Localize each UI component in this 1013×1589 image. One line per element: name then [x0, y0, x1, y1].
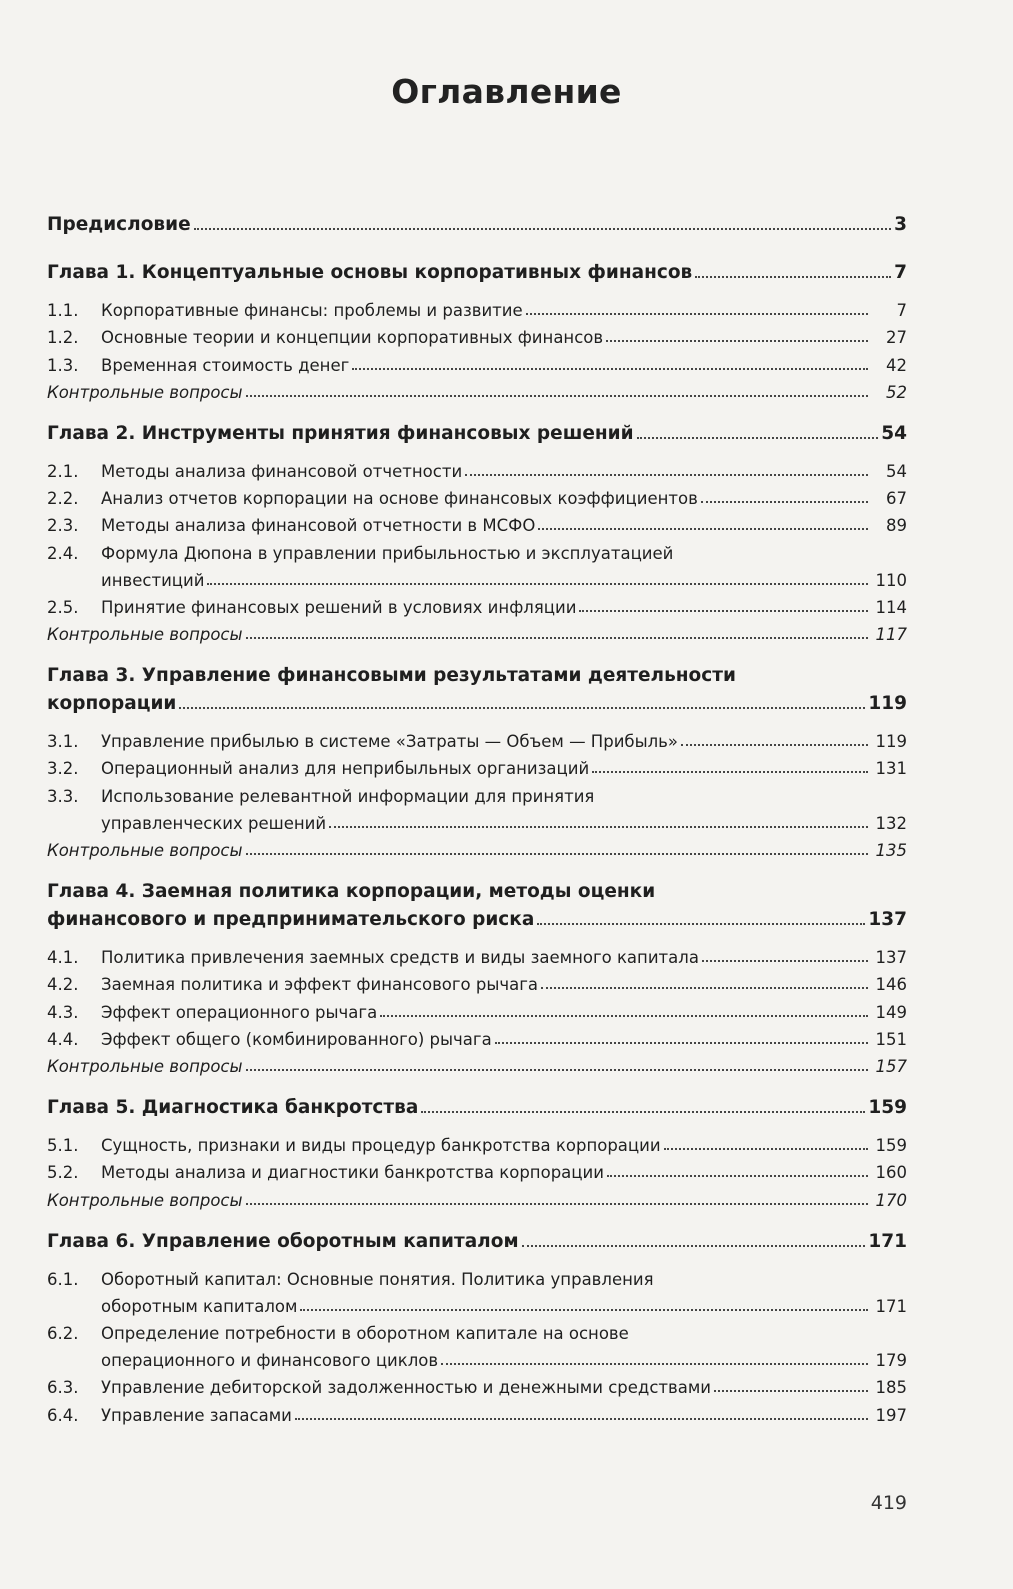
dot-leader — [522, 1245, 866, 1247]
section-line — [47, 347, 907, 374]
dot-leader — [194, 228, 892, 230]
chapter-title: корпорации — [47, 693, 177, 715]
section-entry[interactable] — [47, 778, 907, 832]
chapter-entry[interactable] — [47, 874, 907, 930]
section-entry[interactable] — [47, 1262, 907, 1316]
section-title: Формула Дюпона в управлении прибыльностью и эксплуатацией — [101, 543, 674, 563]
section-page: 7 — [896, 301, 907, 321]
section-title: Использование релевантной информации для принятия — [101, 786, 595, 806]
section-page: 119 — [875, 732, 907, 752]
section-page: 197 — [875, 1405, 907, 1425]
dot-leader — [526, 313, 868, 315]
review-questions-label: Контрольные вопросы — [47, 1056, 243, 1076]
section-title: Сущность, признаки и виды процедур банкротства корпорации — [101, 1136, 661, 1156]
review-questions-page: 52 — [886, 382, 907, 402]
review-questions-page: 170 — [875, 1190, 907, 1210]
section-title: Заемная политика и эффект финансового рычага — [101, 975, 539, 995]
section-entry[interactable] — [47, 590, 907, 617]
chapter-title: Глава 2. Инструменты принятия финансовых решений — [47, 422, 634, 444]
chapter-title-line — [47, 1090, 907, 1118]
chapter-title: финансового и предпринимательского риска — [47, 909, 535, 930]
section-number: 2.3. — [47, 516, 79, 536]
section-line — [47, 1128, 907, 1155]
section-list — [47, 1128, 907, 1210]
section-number: 5.2. — [47, 1163, 79, 1183]
section-line — [47, 481, 907, 508]
section-entry[interactable] — [47, 535, 907, 589]
dot-leader — [207, 583, 868, 585]
dot-leader — [541, 987, 868, 989]
section-title: Управление дебиторской задолженностью и денежными средствами — [101, 1378, 712, 1398]
section-title: Принятие финансовых решений в условиях инфляции — [101, 597, 577, 617]
dot-leader — [637, 437, 879, 439]
dot-leader — [701, 501, 868, 503]
section-line — [47, 724, 907, 751]
section-number: 6.3. — [47, 1378, 79, 1398]
toc-entry-preface[interactable] — [47, 205, 907, 235]
section-entry[interactable] — [47, 994, 907, 1021]
section-line — [47, 508, 907, 535]
section-number: 4.4. — [47, 1029, 79, 1049]
chapter-title: Глава 5. Диагностика банкротства — [47, 1096, 419, 1118]
section-title: управленческих решений — [101, 813, 327, 833]
chapter-title-line — [47, 686, 907, 714]
section-number: 2.5. — [47, 597, 79, 617]
dot-leader — [579, 610, 868, 612]
dot-leader — [702, 960, 868, 962]
section-list — [47, 454, 907, 644]
section-number: 5.1. — [47, 1136, 79, 1156]
review-questions-entry[interactable] — [47, 617, 907, 644]
section-line — [47, 967, 907, 994]
section-number: 3.2. — [47, 759, 79, 779]
section-line — [47, 590, 907, 617]
chapter-entry[interactable] — [47, 1224, 907, 1252]
section-title: Операционный анализ для неприбыльных организаций — [101, 759, 590, 779]
chapter-title: Глава 4. Заемная политика корпорации, методы оценки — [47, 881, 656, 902]
dot-leader — [495, 1042, 868, 1044]
review-questions-page: 117 — [875, 625, 907, 645]
chapter-title: Глава 6. Управление оборотным капиталом — [47, 1230, 519, 1252]
review-questions-label: Контрольные вопросы — [47, 1190, 243, 1210]
section-line — [47, 563, 907, 590]
section-entry[interactable] — [47, 293, 907, 320]
section-entry[interactable] — [47, 724, 907, 751]
section-title: Политика привлечения заемных средств и виды заемного капитала — [101, 948, 699, 968]
preface-page: 3 — [894, 214, 907, 235]
section-number: 4.3. — [47, 1002, 79, 1022]
section-page: 114 — [875, 597, 907, 617]
section-line — [47, 1343, 907, 1370]
dot-leader — [664, 1148, 868, 1150]
section-number: 3.1. — [47, 732, 79, 752]
section-page: 146 — [875, 975, 907, 995]
review-questions-entry[interactable] — [47, 1049, 907, 1076]
section-number: 6.1. — [47, 1269, 79, 1289]
dot-leader — [537, 923, 865, 925]
section-title: Управление запасами — [101, 1405, 292, 1425]
dot-leader — [714, 1390, 868, 1392]
section-entry[interactable] — [47, 454, 907, 481]
section-list — [47, 940, 907, 1076]
section-entry[interactable] — [47, 508, 907, 535]
review-questions-page: 157 — [875, 1056, 907, 1076]
chapter-title-line — [47, 255, 907, 283]
section-line — [47, 293, 907, 320]
dot-leader — [179, 707, 865, 709]
chapter-title-line — [47, 658, 907, 686]
section-title: Оборотный капитал: Основные понятия. Политика управления — [101, 1269, 654, 1289]
review-questions-entry[interactable] — [47, 833, 907, 860]
dot-leader — [352, 368, 868, 370]
section-title: Корпоративные финансы: проблемы и развитие — [101, 301, 523, 321]
section-line — [47, 751, 907, 778]
section-number: 3.3. — [47, 786, 79, 806]
dot-leader — [592, 771, 868, 773]
section-number: 2.2. — [47, 489, 79, 509]
section-line — [47, 1022, 907, 1049]
review-questions-label: Контрольные вопросы — [47, 841, 243, 860]
dot-leader — [441, 1363, 868, 1365]
section-title: Методы анализа финансовой отчетности — [101, 461, 463, 481]
section-number: 1.1. — [47, 301, 79, 321]
section-title: Управление прибылью в системе «Затраты — Объем — Прибыль» — [101, 732, 678, 752]
review-questions-entry[interactable] — [47, 375, 907, 402]
chapter-page: 119 — [868, 693, 907, 715]
section-entry[interactable] — [47, 1128, 907, 1155]
dot-leader — [421, 1111, 865, 1113]
section-title: Основные теории и концепции корпоративных финансов — [101, 328, 604, 348]
chapter-page: 54 — [881, 422, 907, 444]
section-page: 160 — [875, 1163, 907, 1183]
section-page: 185 — [875, 1378, 907, 1398]
section-line — [47, 940, 907, 967]
section-line — [47, 1262, 907, 1289]
page-number: 419 — [870, 1492, 907, 1514]
chapter-page: 137 — [868, 909, 907, 930]
section-line — [47, 1370, 907, 1397]
section-title: оборотным капиталом — [101, 1296, 298, 1316]
chapter-title: Глава 3. Управление финансовыми результатами деятельности — [47, 665, 736, 687]
section-line — [47, 535, 907, 562]
section-list — [47, 1262, 907, 1425]
chapter-entry[interactable] — [47, 658, 907, 714]
dot-leader — [246, 395, 868, 397]
preface-label: Предисловие — [47, 214, 191, 235]
section-line — [47, 320, 907, 347]
chapter-title-line — [47, 1224, 907, 1252]
section-line — [47, 1397, 907, 1424]
section-page: 131 — [875, 759, 907, 779]
chapter-title-line — [47, 416, 907, 444]
section-page: 42 — [886, 355, 907, 375]
section-number: 2.1. — [47, 461, 79, 481]
section-entry[interactable] — [47, 940, 907, 967]
dot-leader — [295, 1418, 868, 1420]
section-page: 67 — [886, 489, 907, 509]
review-questions-page: 135 — [875, 841, 907, 860]
section-number: 4.1. — [47, 948, 79, 968]
section-list — [47, 724, 907, 860]
section-page: 132 — [875, 813, 907, 833]
section-title: Методы анализа финансовой отчетности в МСФО — [101, 516, 536, 536]
dot-leader — [300, 1309, 868, 1311]
section-page: 110 — [875, 570, 907, 590]
chapter-page: 171 — [868, 1230, 907, 1252]
section-number: 4.2. — [47, 975, 79, 995]
section-line — [47, 1289, 907, 1316]
section-title: Временная стоимость денег — [101, 355, 350, 375]
section-page: 171 — [875, 1296, 907, 1316]
section-list — [47, 293, 907, 402]
section-title: инвестиций — [101, 570, 205, 590]
section-entry[interactable] — [47, 1370, 907, 1397]
dot-leader — [246, 1069, 868, 1071]
chapter-page: 159 — [868, 1096, 907, 1118]
dot-leader — [246, 853, 868, 855]
section-line — [47, 806, 907, 833]
section-entry[interactable] — [47, 347, 907, 374]
section-line — [47, 1155, 907, 1182]
dot-leader — [681, 744, 868, 746]
dot-leader — [607, 1175, 868, 1177]
dot-leader — [465, 474, 868, 476]
section-number: 6.2. — [47, 1324, 79, 1344]
section-entry[interactable] — [47, 1155, 907, 1182]
review-questions-label: Контрольные вопросы — [47, 382, 243, 402]
section-entry[interactable] — [47, 751, 907, 778]
section-entry[interactable] — [47, 320, 907, 347]
section-number: 1.2. — [47, 328, 79, 348]
chapter-title: Глава 1. Концептуальные основы корпоративных финансов — [47, 262, 693, 283]
section-title: операционного и финансового циклов — [101, 1351, 439, 1371]
dot-leader — [695, 276, 891, 278]
section-title: Анализ отчетов корпорации на основе финансовых коэффициентов — [101, 489, 698, 509]
dot-leader — [606, 340, 868, 342]
section-title: Эффект операционного рычага — [101, 1002, 378, 1022]
chapter-title-line — [47, 902, 907, 930]
review-questions-label: Контрольные вопросы — [47, 625, 243, 645]
section-entry[interactable] — [47, 1316, 907, 1370]
chapter-page: 7 — [894, 262, 907, 283]
dot-leader — [538, 528, 868, 530]
section-number: 6.4. — [47, 1405, 79, 1425]
section-page: 151 — [875, 1029, 907, 1049]
section-line — [47, 454, 907, 481]
section-number: 2.4. — [47, 543, 79, 563]
section-page: 27 — [886, 328, 907, 348]
chapter-entry[interactable] — [47, 1090, 907, 1118]
section-page: 89 — [886, 516, 907, 536]
dot-leader — [246, 637, 868, 639]
section-line — [47, 994, 907, 1021]
table-of-contents — [47, 205, 907, 1425]
section-title: Эффект общего (комбинированного) рычага — [101, 1029, 492, 1049]
chapter-entry[interactable] — [47, 255, 907, 283]
section-line — [47, 1316, 907, 1343]
chapter-entry[interactable] — [47, 416, 907, 444]
section-entry[interactable] — [47, 967, 907, 994]
dot-leader — [246, 1203, 868, 1205]
review-questions-entry[interactable] — [47, 1182, 907, 1209]
section-title: Методы анализа и диагностики банкротства корпорации — [101, 1163, 604, 1183]
section-line — [47, 778, 907, 805]
section-entry[interactable] — [47, 1397, 907, 1424]
section-title: Определение потребности в оборотном капитале на основе — [101, 1324, 629, 1344]
dot-leader — [329, 826, 868, 828]
section-entry[interactable] — [47, 481, 907, 508]
section-page: 159 — [875, 1136, 907, 1156]
section-number: 1.3. — [47, 355, 79, 375]
section-page: 149 — [875, 1002, 907, 1022]
section-page: 179 — [875, 1351, 907, 1371]
page-title: Оглавление — [391, 72, 622, 111]
dot-leader — [380, 1015, 868, 1017]
chapter-title-line — [47, 874, 907, 902]
section-page: 54 — [886, 461, 907, 481]
section-entry[interactable] — [47, 1022, 907, 1049]
section-page: 137 — [875, 948, 907, 968]
